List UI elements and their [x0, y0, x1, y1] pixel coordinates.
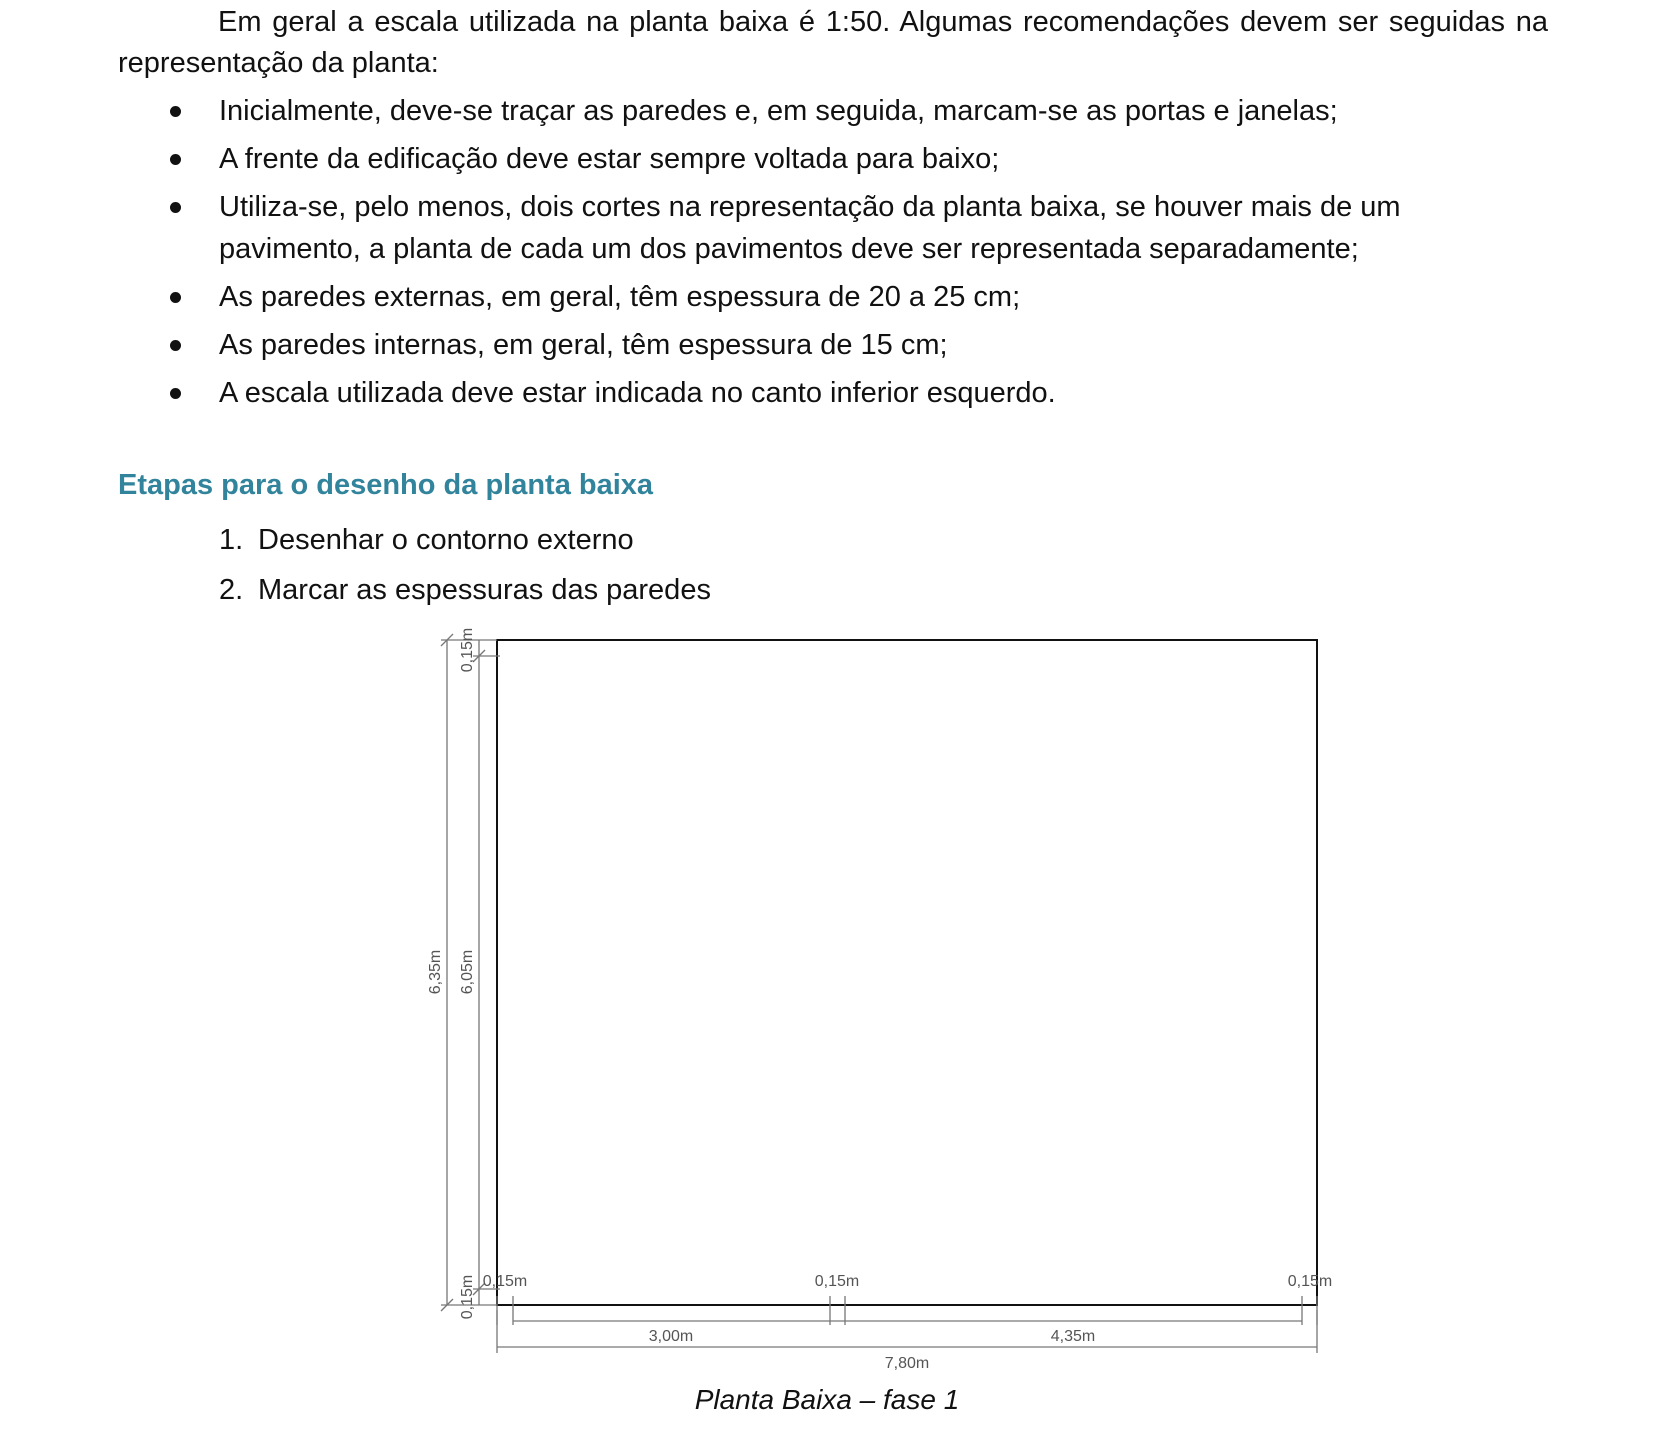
dimension-lines	[441, 634, 1317, 1353]
outer-contour	[497, 640, 1317, 1305]
step-number: 2.	[219, 574, 244, 606]
dim-label-left-inner: 6,05m	[459, 949, 476, 995]
list-item-text: Utiliza-se, pelo menos, dois cortes na representação da planta baixa, se houver mais de um pavimento, a planta de cada um dos pavimentos deve ser representada separadamente;	[219, 191, 1401, 265]
dim-label-bottom-wall-right: 0,15m	[1287, 1273, 1333, 1290]
step-text: Marcar as espessuras das paredes	[258, 574, 711, 606]
figure-caption: Planta Baixa – fase 1	[694, 1384, 960, 1415]
step-text: Desenhar o contorno externo	[258, 524, 634, 556]
intro-paragraph-text: Em geral a escala utilizada na planta baixa é 1:50. Algumas recomendações devem ser seguidas na representação da planta:	[118, 6, 1548, 79]
dim-label-bottom-wall-left: 0,15m	[482, 1273, 528, 1290]
list-item-text: As paredes externas, em geral, têm espessura de 20 a 25 cm;	[219, 281, 1021, 313]
dim-label-segment-2: 4,35m	[1050, 1328, 1096, 1345]
dim-label-left-top-wall: 0,15m	[459, 627, 476, 673]
list-item-text: As paredes internas, em geral, têm espessura de 15 cm;	[219, 329, 948, 361]
section-heading: Etapas para o desenho da planta baixa	[118, 469, 654, 501]
dim-label-segment-1: 3,00m	[648, 1328, 694, 1345]
dim-label-left-bottom-wall: 0,15m	[459, 1274, 476, 1320]
step-number: 1.	[219, 524, 244, 556]
list-item-text: A escala utilizada deve estar indicada no canto inferior esquerdo.	[219, 377, 1056, 409]
dim-label-left-total: 6,35m	[427, 949, 444, 995]
dimension-labels	[427, 628, 1332, 1372]
list-item-text: Inicialmente, deve-se traçar as paredes e, em seguida, marcam-se as portas e janelas;	[219, 95, 1338, 127]
list-item-text: A frente da edificação deve estar sempre voltada para baixo;	[219, 143, 1000, 175]
dim-label-total-width: 7,80m	[884, 1355, 930, 1372]
dim-label-bottom-wall-middle: 0,15m	[814, 1273, 860, 1290]
